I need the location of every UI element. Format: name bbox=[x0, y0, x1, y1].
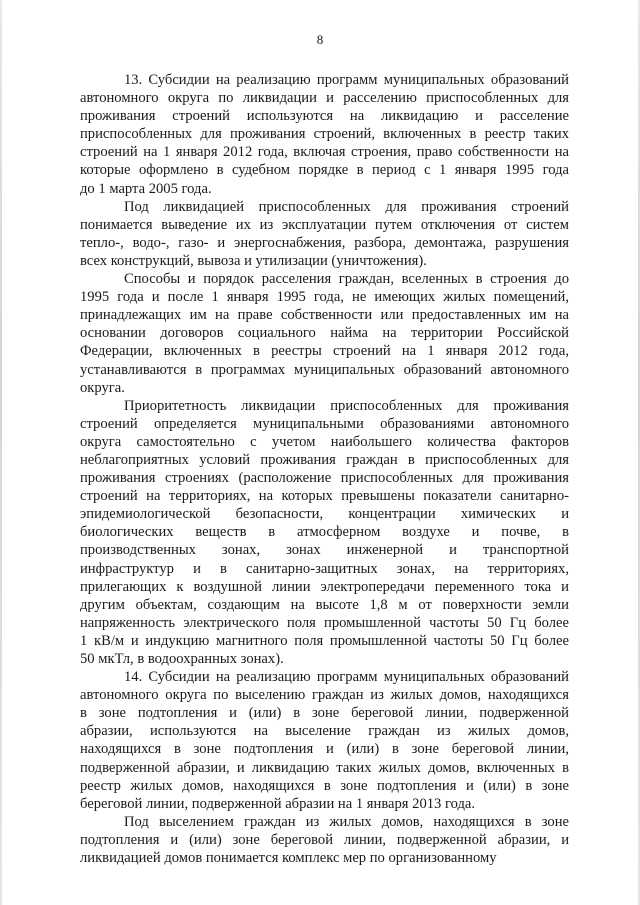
text-line: 1995 года и после 1 января 1995 года, не имеющих жилых помещений, bbox=[80, 289, 569, 306]
paragraph-p13-definition bbox=[80, 198, 569, 270]
text-line: Под ликвидацией приспособленных для проживания строений bbox=[124, 198, 569, 215]
text-line: другим объектам, создающим на высоте 1,8 м от поверхности земли bbox=[80, 596, 569, 613]
paragraph-p13-priority bbox=[80, 397, 569, 668]
paragraph-p13-methods bbox=[80, 270, 569, 397]
text-line: прилегающих к воздушной линии электропередачи переменного тока и bbox=[80, 578, 569, 595]
text-line: инфраструктур и в санитарно-защитных зонах, на территориях, bbox=[80, 560, 569, 577]
text-line: устанавливаются в программах муниципальных образований автономного bbox=[80, 361, 569, 378]
text-line: Способы и порядок расселения граждан, вселенных в строения до bbox=[124, 271, 569, 288]
text-line: округа. bbox=[80, 379, 125, 396]
text-line: понимается выведение их из эксплуатации путем отключения от систем bbox=[80, 216, 569, 233]
paragraph-p13 bbox=[80, 71, 569, 198]
text-line: которые оформлено в судебном порядке в период с 1 января 1995 года bbox=[80, 162, 569, 179]
text-line: в зоне подтопления и (или) в зоне береговой линии, подверженной bbox=[80, 705, 569, 722]
text-line: береговой линии, подверженной абразии на 1 января 2013 года. bbox=[80, 795, 476, 812]
text-line: 14. Субсидии на реализацию программ муниципальных образований bbox=[124, 669, 569, 686]
text-line: напряженность электрического поля промышленной частоты 50 Гц более bbox=[80, 614, 569, 631]
text-line: реестр жилых домов, находящихся в зоне подтопления и (или) в зоне bbox=[80, 777, 569, 794]
text-line: строений на 1 января 2012 года, включая строения, право собственности на bbox=[80, 144, 569, 161]
text-line: Под выселением граждан из жилых домов, находящихся в зоне bbox=[124, 813, 569, 830]
text-line: тепло-, водо-, газо- и энергоснабжения, разбора, демонтажа, разрушения bbox=[80, 234, 569, 251]
text-line: приспособленных для проживания строений, включенных в реестр таких bbox=[80, 126, 569, 143]
text-line: подверженной абразии, и ликвидацию таких жилых домов, включенных в bbox=[80, 759, 569, 776]
text-line: автономного округа по выселению граждан из жилых домов, находящихся bbox=[80, 687, 569, 704]
text-line: строений определяется муниципальными образованиями автономного bbox=[80, 415, 569, 432]
text-line: округа самостоятельно с учетом наибольшего количества факторов bbox=[80, 433, 569, 450]
text-line: эпидемиологической безопасности, концентрации химических и bbox=[80, 506, 569, 523]
text-line: проживания строениях (расположение приспособленных для проживания bbox=[80, 470, 569, 487]
text-line: абразии, используются на выселение граждан из жилых домов, bbox=[80, 723, 569, 740]
text-line: биологических веществ в атмосферном воздухе и почве, в bbox=[80, 524, 569, 541]
text-line: всех конструкций, вывоза и утилизации (уничтожения). bbox=[80, 252, 427, 269]
scan-left-edge bbox=[0, 0, 2, 905]
text-line: автономного округа по ликвидации и расселению приспособленных для bbox=[80, 90, 569, 107]
text-line: подтопления и (или) зоне береговой линии, подверженной абразии, и bbox=[80, 831, 569, 848]
text-line: принадлежащих им на праве собственности или предоставленных им на bbox=[80, 307, 569, 324]
text-line: находящихся в зоне подтопления и (или) в зоне береговой линии, bbox=[80, 741, 569, 758]
text-line: ликвидацией домов понимается комплекс мер по организованному bbox=[80, 850, 497, 867]
text-line: 50 мкТл, в водоохранных зонах). bbox=[80, 651, 284, 667]
text-line: производственных зонах, зонах инженерной и транспортной bbox=[80, 542, 569, 559]
text-line: до 1 марта 2005 года. bbox=[80, 180, 212, 197]
text-line: неблагоприятных условий проживания граждан в приспособленных для bbox=[80, 451, 569, 468]
text-line: проживания строений используются на ликвидацию и расселение bbox=[80, 108, 569, 125]
page-number: 8 bbox=[316, 32, 324, 47]
text-line: 1 кВ/м и индукцию магнитного поля промышленной частоты 50 Гц более bbox=[80, 632, 569, 649]
text-line: строений на территориях, на которых превышены показатели санитарно- bbox=[80, 488, 569, 505]
text-line: 13. Субсидии на реализацию программ муниципальных образований bbox=[124, 72, 569, 88]
paragraph-p14-definition bbox=[80, 813, 569, 867]
text-line: Федерации, включенных в реестры строений на 1 января 2012 года, bbox=[80, 343, 569, 360]
paragraph-p14 bbox=[80, 668, 569, 813]
document-body bbox=[80, 71, 569, 867]
text-line: основании договоров социального найма на территории Российской bbox=[80, 325, 569, 342]
text-line: Приоритетность ликвидации приспособленных для проживания bbox=[124, 397, 569, 414]
